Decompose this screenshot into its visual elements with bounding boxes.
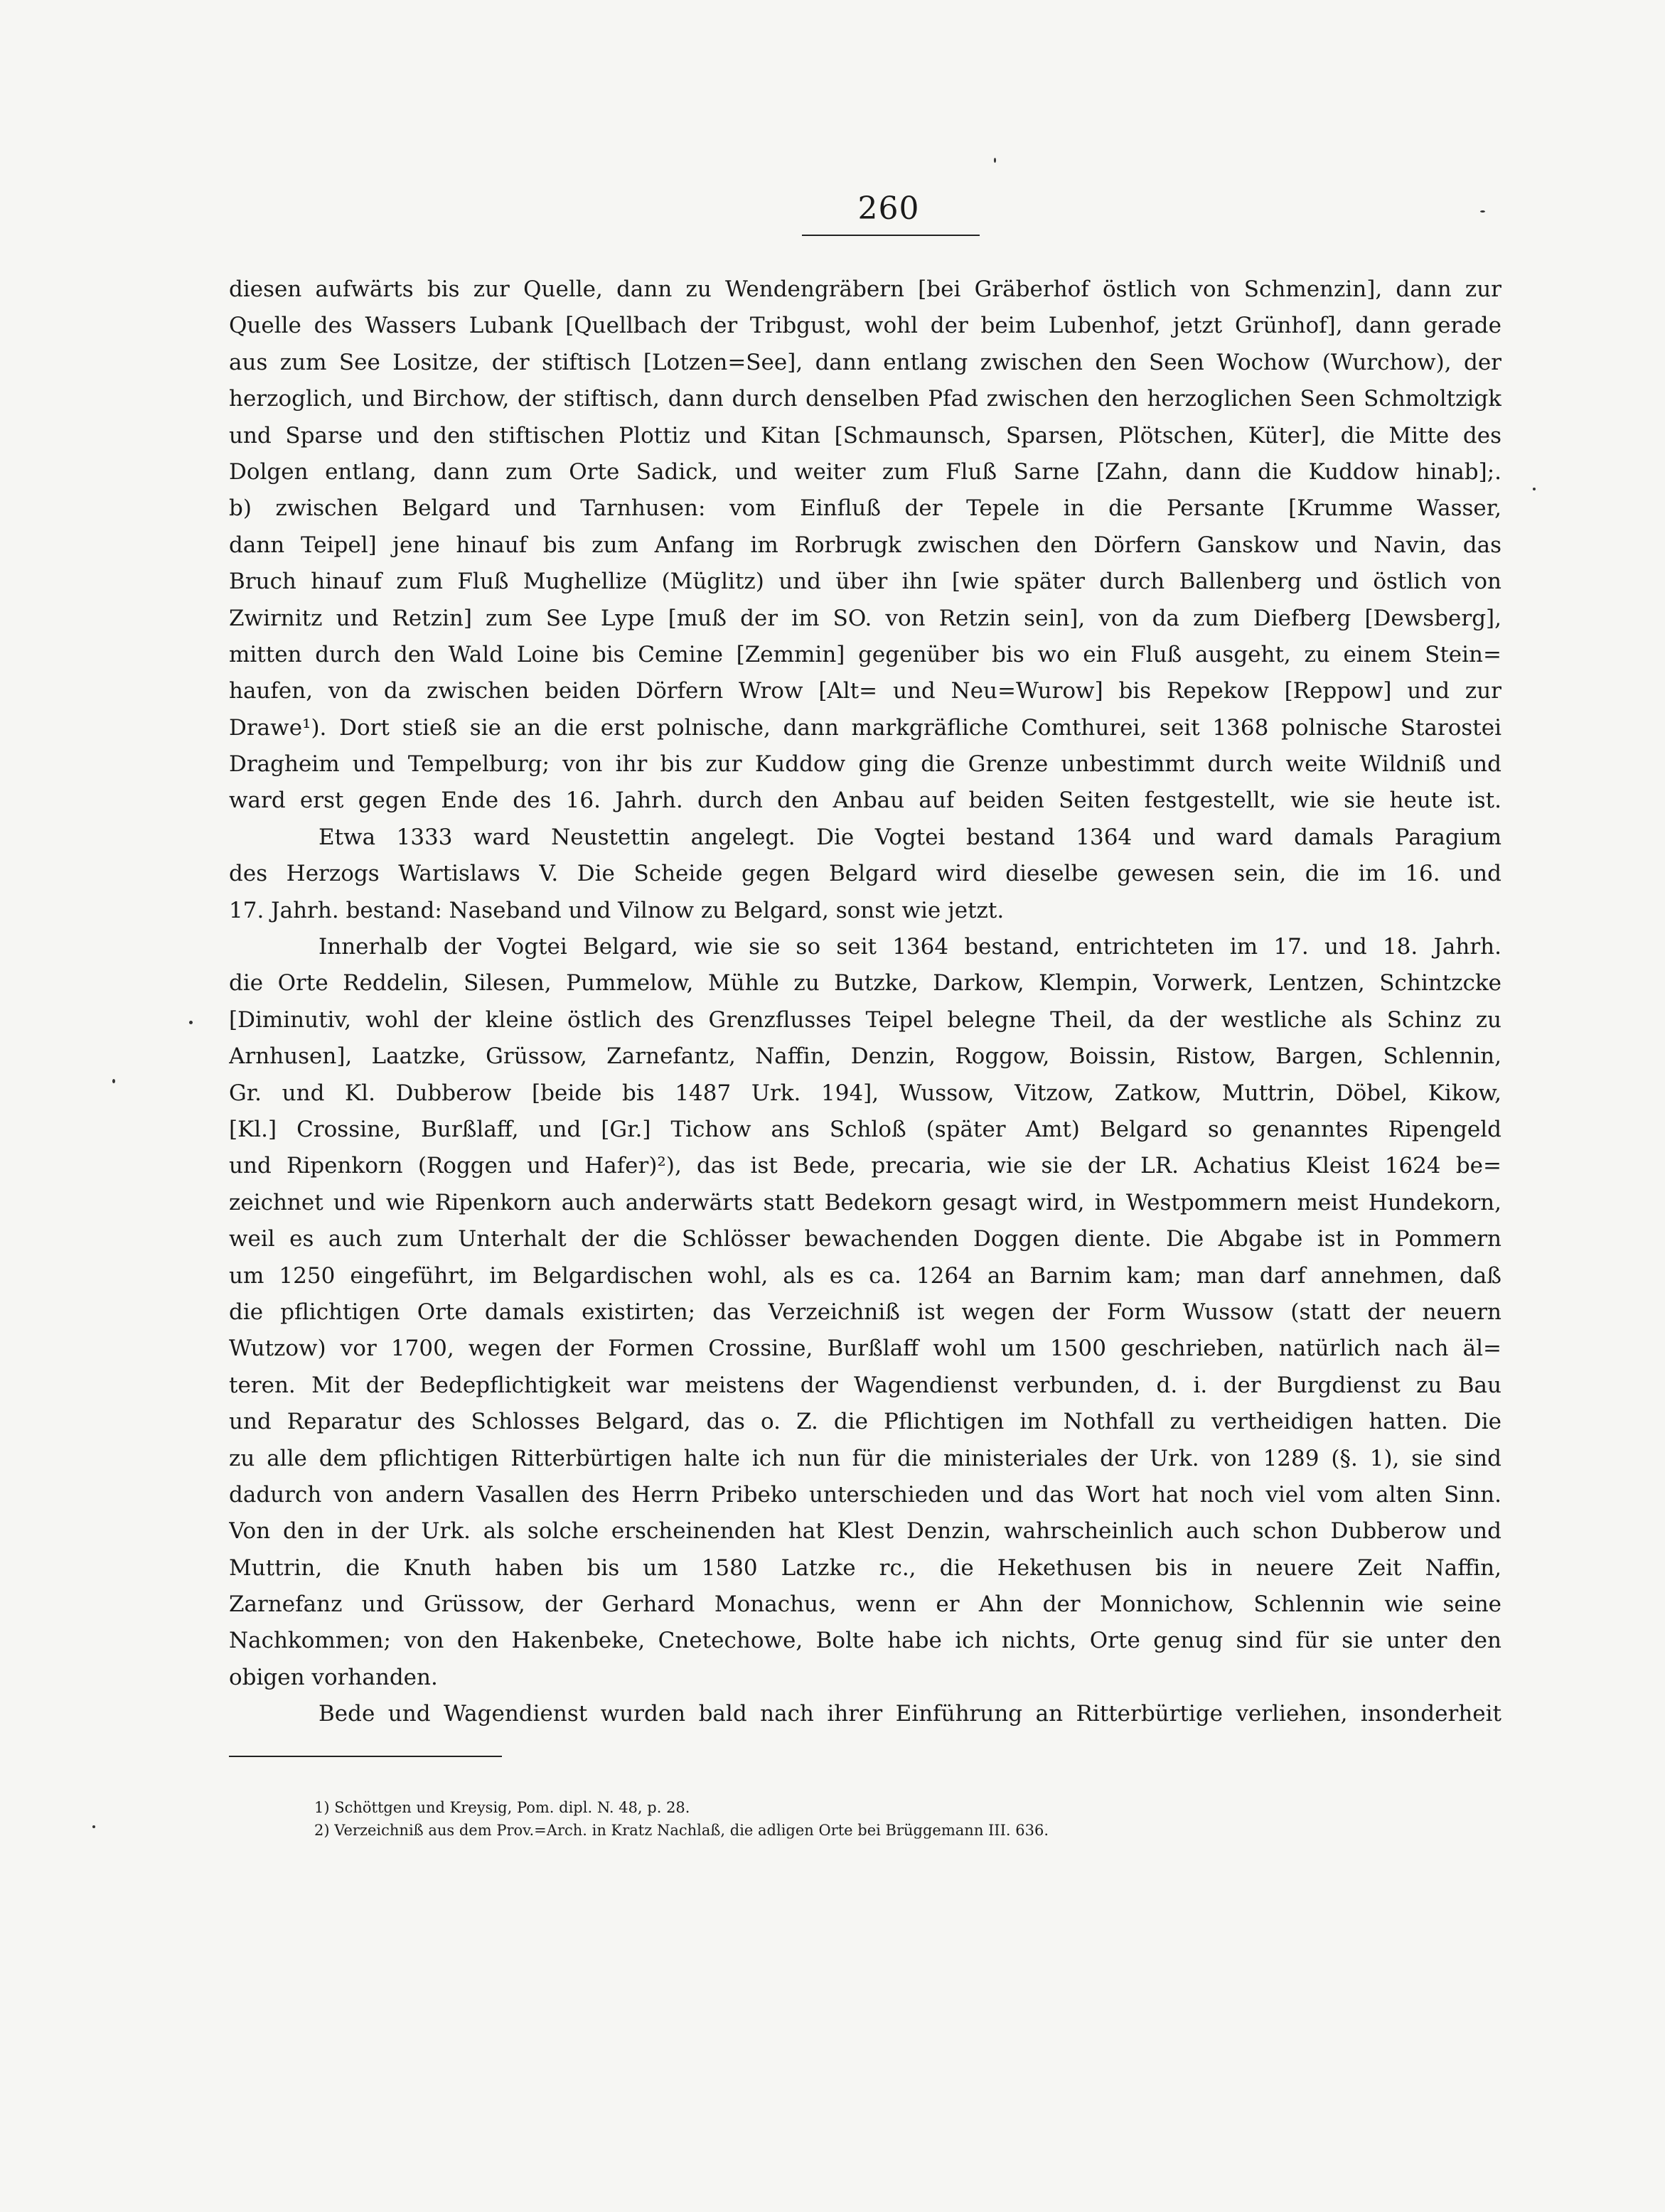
text-line: und Reparatur des Schlosses Belgard, das o. Z. die Pflichtigen im Nothfall zu vertheidigen hatten. Die bbox=[229, 1409, 1501, 1435]
text-line: b) zwischen Belgard und Tarnhusen: vom Einfluß der Tepele in die Persante [Krumme Wasser, bbox=[229, 495, 1501, 522]
page-number: 260 bbox=[857, 190, 920, 227]
text-line: Nachkommen; von den Hakenbeke, Cnetechowe, Bolte habe ich nichts, Orte genug sind für sie unter den bbox=[229, 1628, 1501, 1654]
text-line: haufen, von da zwischen beiden Dörfern Wrow [Alt= und Neu=Wurow] bis Repekow [Reppow] und zur bbox=[229, 678, 1501, 704]
page-number-rule bbox=[802, 235, 980, 236]
text-line: aus zum See Lositze, der stiftisch [Lotzen=See], dann entlang zwischen den Seen Wochow (Wurchow), der bbox=[229, 349, 1501, 375]
text-line: Dolgen entlang, dann zum Orte Sadick, und weiter zum Fluß Sarne [Zahn, dann die Kuddow hinab];. bbox=[229, 458, 1501, 485]
text-line: um 1250 eingeführt, im Belgardischen wohl, als es ca. 1264 an Barnim kam; man darf annehmen, daß bbox=[229, 1262, 1501, 1289]
scan-speck bbox=[92, 1825, 95, 1828]
text-line: ward erst gegen Ende des 16. Jahrh. durch den Anbau auf beiden Seiten festgestellt, wie sie heute ist. bbox=[229, 788, 1501, 814]
text-line: Gr. und Kl. Dubberow [beide bis 1487 Urk. 194], Wussow, Vitzow, Zatkow, Muttrin, Döbel, Kikow, bbox=[229, 1080, 1501, 1106]
text-line: Innerhalb der Vogtei Belgard, wie sie so seit 1364 bestand, entrichteten im 17. und 18. Jahrh. bbox=[318, 934, 1501, 960]
text-line: Bruch hinauf zum Fluß Mughellize (Müglitz) und über ihn [wie später durch Ballenberg und östlich von bbox=[229, 569, 1501, 595]
text-line: und Ripenkorn (Roggen und Hafer)²), das ist Bede, precaria, wie sie der LR. Achatius Kleist 1624 be= bbox=[229, 1153, 1501, 1179]
text-line: dadurch von andern Vasallen des Herrn Pribeko unterschieden und das Wort hat noch viel vom alten Sinn. bbox=[229, 1481, 1501, 1508]
scan-speck bbox=[994, 158, 996, 163]
text-line: mitten durch den Wald Loine bis Cemine [Zemmin] gegenüber bis wo ein Fluß ausgeht, zu einem Stein= bbox=[229, 641, 1501, 667]
text-line: herzoglich, und Birchow, der stiftisch, dann durch denselben Pfad zwischen den herzoglichen Seen Schmoltzigk bbox=[229, 386, 1501, 412]
text-line: Zarnefanz und Grüssow, der Gerhard Monachus, wenn er Ahn der Monnichow, Schlennin wie seine bbox=[229, 1591, 1501, 1618]
text-line: obigen vorhanden. bbox=[229, 1664, 438, 1690]
footnote-1: 1) Schöttgen und Kreysig, Pom. dipl. N. 48, p. 28. bbox=[314, 1799, 690, 1816]
scan-speck bbox=[1480, 210, 1485, 213]
text-line: teren. Mit der Bedepflichtigkeit war meistens der Wagendienst verbunden, d. i. der Burgdienst zu Bau bbox=[229, 1372, 1501, 1398]
text-line: [Diminutiv, wohl der kleine östlich des Grenzflusses Teipel belegne Theil, da der westliche als Schinz zu bbox=[229, 1006, 1501, 1033]
scan-speck bbox=[1533, 488, 1536, 490]
text-line: zeichnet und wie Ripenkorn auch anderwärts statt Bedekorn gesagt wird, in Westpommern meist Hundekorn, bbox=[229, 1189, 1501, 1215]
text-line: Arnhusen], Laatzke, Grüssow, Zarnefantz, Naffin, Denzin, Roggow, Boissin, Ristow, Bargen, Schlennin, bbox=[229, 1043, 1501, 1070]
text-line: Etwa 1333 ward Neustettin angelegt. Die Vogtei bestand 1364 und ward damals Paragium bbox=[318, 824, 1501, 850]
footnotes bbox=[314, 1796, 1310, 1842]
text-line: zu alle dem pflichtigen Ritterbürtigen halte ich nun für die ministeriales der Urk. von 1289 (§. 1), sie sind bbox=[229, 1445, 1501, 1471]
text-line: Bede und Wagendienst wurden bald nach ihrer Einführung an Ritterbürtige verliehen, insonderheit bbox=[318, 1701, 1501, 1727]
text-line: Wutzow) vor 1700, wegen der Formen Crossine, Burßlaff wohl um 1500 geschrieben, natürlich nach äl= bbox=[229, 1336, 1501, 1362]
text-line: Drawe¹). Dort stieß sie an die erst polnische, dann markgräfliche Comthurei, seit 1368 polnische Starostei bbox=[229, 714, 1501, 741]
text-line: Zwirnitz und Retzin] zum See Lype [muß der im SO. von Retzin sein], von da zum Diefberg [Dewsberg], bbox=[229, 605, 1501, 631]
body-text bbox=[229, 272, 1501, 1733]
text-line: weil es auch zum Unterhalt der die Schlösser bewachenden Doggen diente. Die Abgabe ist in Pommern bbox=[229, 1226, 1501, 1252]
text-line: Von den in der Urk. als solche erscheinenden hat Klest Denzin, wahrscheinlich auch schon Dubberow und bbox=[229, 1518, 1501, 1545]
text-line: die Orte Reddelin, Silesen, Pummelow, Mühle zu Butzke, Darkow, Klempin, Vorwerk, Lentzen, Schintzcke bbox=[229, 970, 1501, 997]
footnote-2: 2) Verzeichniß aus dem Prov.=Arch. in Kratz Nachlaß, die adligen Orte bei Brüggemann III. 636. bbox=[314, 1822, 1049, 1839]
scan-speck bbox=[112, 1079, 115, 1083]
text-line: Quelle des Wassers Lubank [Quellbach der Tribgust, wohl der beim Lubenhof, jetzt Grünhof], dann gerade bbox=[229, 313, 1501, 339]
scan-speck bbox=[189, 1021, 193, 1024]
text-line: und Sparse und den stiftischen Plottiz und Kitan [Schmaunsch, Sparsen, Plötschen, Küter], die Mitte des bbox=[229, 422, 1501, 449]
text-line: Dragheim und Tempelburg; von ihr bis zur Kuddow ging die Grenze unbestimmt durch weite Wildniß und bbox=[229, 751, 1501, 778]
footnote-rule bbox=[229, 1756, 502, 1757]
text-line: [Kl.] Crossine, Burßlaff, und [Gr.] Tichow ans Schloß (später Amt) Belgard so genanntes Ripengeld bbox=[229, 1116, 1501, 1142]
text-line: des Herzogs Wartislaws V. Die Scheide gegen Belgard wird dieselbe gewesen sein, die im 16. und bbox=[229, 861, 1501, 887]
text-line: 17. Jahrh. bestand: Naseband und Vilnow zu Belgard, sonst wie jetzt. bbox=[229, 897, 1005, 923]
text-line: diesen aufwärts bis zur Quelle, dann zu Wendengräbern [bei Gräberhof östlich von Schmenzin], dann zur bbox=[229, 276, 1501, 302]
text-line: dann Teipel] jene hinauf bis zum Anfang im Rorbrugk zwischen den Dörfern Ganskow und Navin, das bbox=[229, 532, 1501, 558]
text-line: die pflichtigen Orte damals existirten; das Verzeichniß ist wegen der Form Wussow (statt der neuern bbox=[229, 1299, 1501, 1325]
text-line: Muttrin, die Knuth haben bis um 1580 Latzke rc., die Hekethusen bis in neuere Zeit Naffin, bbox=[229, 1555, 1501, 1581]
